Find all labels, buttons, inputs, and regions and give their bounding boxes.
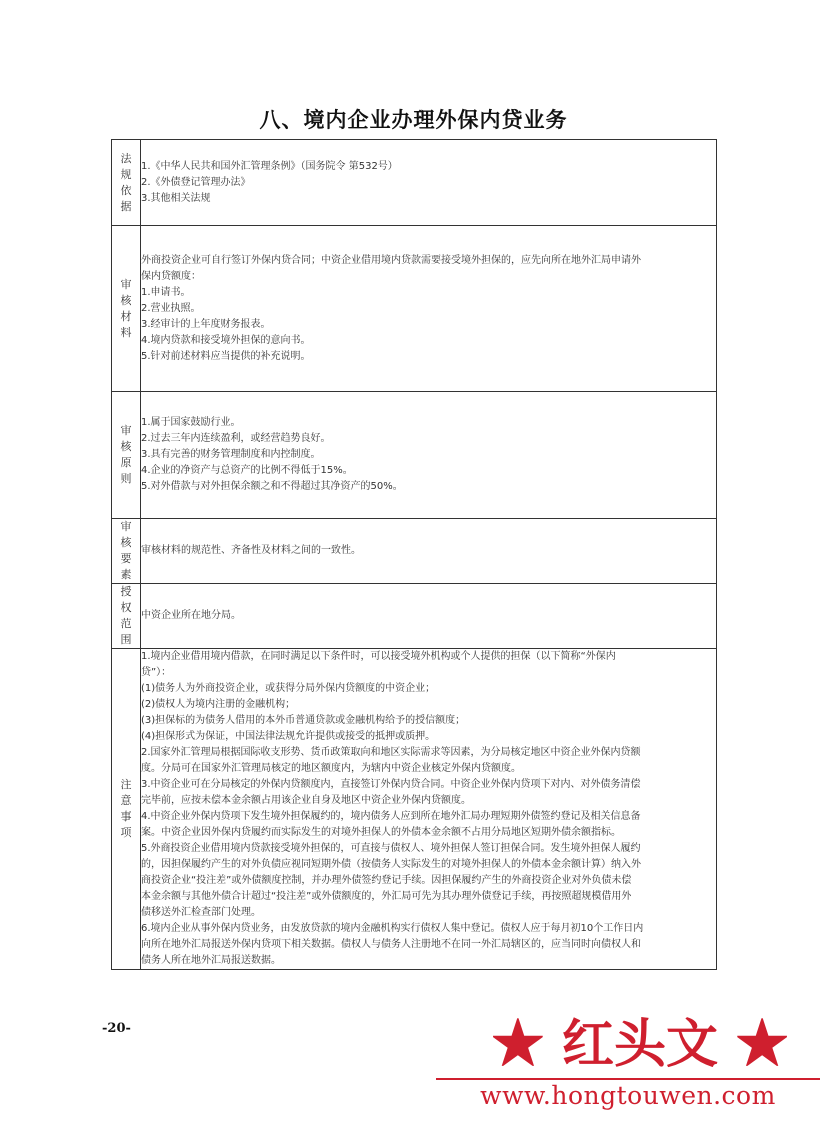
row-label: 注意事项 (120, 778, 132, 839)
page-title: 八、境内企业办理外保内贷业务 (259, 108, 568, 132)
row-review-elements (112, 519, 717, 584)
text-line: 4.中资企业外保内贷项下发生境外担保履约的，境内债务人应到所在地外汇局办理短期外债签约登记及相关信息备 (141, 811, 641, 822)
row-header-notes (112, 649, 141, 970)
row-label: 审核原则 (120, 424, 132, 485)
text-line: 向所在地外汇局报送外保内贷项下相关数据。债权人与债务人注册地不在同一外汇局辖区的，应当同时向债权人和 (141, 939, 641, 950)
text-line: 1.申请书。 (141, 286, 191, 298)
text-line: 2.《外债登记管理办法》 (141, 176, 251, 188)
text-line: 债务人所在地外汇局报送数据。 (141, 955, 281, 966)
text-line: 1.《中华人民共和国外汇管理条例》（国务院令 第532号） (141, 160, 398, 172)
text-line: (3)担保标的为债务人借用的本外币普通贷款或金融机构给予的授信额度； (141, 715, 466, 726)
text-line: 3.其他相关法规 (141, 192, 211, 204)
row-review-principles (112, 392, 717, 519)
text-line: 2.国家外汇管理局根据国际收支形势、货币政策取向和地区实际需求等因素，为分局核定地区中资企业外保内贷额 (141, 747, 641, 758)
text-line: 5.对外借款与对外担保余额之和不得超过其净资产的50%。 (141, 481, 403, 492)
text-line: 3.具有完善的财务管理制度和内控制度。 (141, 449, 321, 460)
row-notes (112, 649, 717, 970)
row-header-legal-basis (112, 140, 141, 226)
text-line: 6.境内企业从事外保内贷业务，由发放贷款的境内金融机构实行债权人集中登记。债权人应于每月初10个工作日内 (141, 923, 644, 934)
row-content-legal-basis (141, 140, 717, 226)
text-line: 1.境内企业借用境内借款，在同时满足以下条件时，可以接受境外机构或个人提供的担保（以下简称“外保内 (141, 651, 616, 662)
text-line: 4.境内贷款和接受境外担保的意向书。 (141, 334, 311, 346)
text-line: 3.中资企业可在分局核定的外保内贷额度内，直接签订外保内贷合同。中资企业外保内贷项下对内、对外债务清偿 (141, 779, 641, 790)
text-line: 4.企业的净资产与总资产的比例不得低于15%。 (141, 465, 353, 476)
text-line: 5.外商投资企业借用境内贷款接受境外担保的，可直接与债权人、境外担保人签订担保合同。发生境外担保人履约 (141, 843, 641, 854)
row-header-review-elements (112, 519, 141, 584)
row-label: 审核材料 (120, 277, 132, 339)
text-line: 5.针对前述材料应当提供的补充说明。 (141, 350, 311, 362)
row-header-review-principles (112, 392, 141, 519)
text-line: (1)债务人为外商投资企业，或获得分局外保内贷额度的中资企业； (141, 683, 436, 694)
row-content-review-materials (141, 226, 717, 392)
text-line: 本金余额与其他外债合计超过“投注差”或外债额度的，外汇局可先为其办理外债登记手续，再按照超规模借用外 (141, 891, 632, 902)
text-line: (4)担保形式为保证，中国法律法规允许提供或接受的抵押或质押。 (141, 731, 436, 742)
row-content-authorization-scope (141, 584, 717, 649)
row-content-notes (141, 649, 717, 970)
text-line: 完毕前，应按未偿本金余额占用该企业自身及地区中资企业外保内贷额度。 (141, 795, 471, 806)
text-line: 3.经审计的上年度财务报表。 (141, 318, 271, 330)
row-label: 法规依据 (120, 151, 132, 213)
text-line: (2)债权人为境内注册的金融机构； (141, 699, 296, 710)
text-line: 案。中资企业因外保内贷履约而实际发生的对境外担保人的外债本金余额不占用分局地区短期外债余额指标。 (141, 827, 621, 838)
text-line: 商投资企业“投注差”或外债额度控制，并办理外债签约登记手续。因担保履约产生的外商投资企业对外负债未偿 (141, 875, 632, 886)
row-label: 审核要素 (120, 520, 132, 581)
info-table (111, 139, 717, 970)
text-line: 2.营业执照。 (141, 302, 201, 314)
row-content-review-principles (141, 392, 717, 519)
row-label: 授权范围 (120, 585, 132, 646)
text-line: 中资企业所在地分局。 (141, 610, 241, 621)
text-line: 审核材料的规范性、齐备性及材料之间的一致性。 (141, 545, 361, 556)
row-header-review-materials (112, 226, 141, 392)
row-authorization-scope (112, 584, 717, 649)
watermark-logo: ★ 红头文 ★ (491, 1013, 789, 1075)
text-line: 贷”）： (141, 667, 172, 678)
text-line: 的，因担保履约产生的对外负债应视同短期外债（按债务人实际发生的对境外担保人的外债本金余额计算）纳入外 (141, 859, 641, 870)
watermark-url: www.hongtouwen.com (480, 1081, 776, 1110)
watermark-divider (436, 1078, 820, 1080)
row-review-materials (112, 226, 717, 392)
row-legal-basis (112, 140, 717, 226)
row-content-review-elements (141, 519, 717, 584)
text-line: 保内贷额度： (141, 270, 201, 282)
row-header-authorization-scope (112, 584, 141, 649)
text-line: 1.属于国家鼓励行业。 (141, 417, 241, 428)
text-line: 外商投资企业可自行签订外保内贷合同；中资企业借用境内贷款需要接受境外担保的，应先向所在地外汇局申请外 (141, 254, 641, 266)
text-line: 度。分局可在国家外汇管理局核定的地区额度内，为辖内中资企业核定外保内贷额度。 (141, 763, 521, 774)
text-line: 2.过去三年内连续盈利，或经营趋势良好。 (141, 433, 331, 444)
page-number: -20- (102, 1021, 131, 1036)
text-line: 债移送外汇检查部门处理。 (141, 907, 261, 918)
